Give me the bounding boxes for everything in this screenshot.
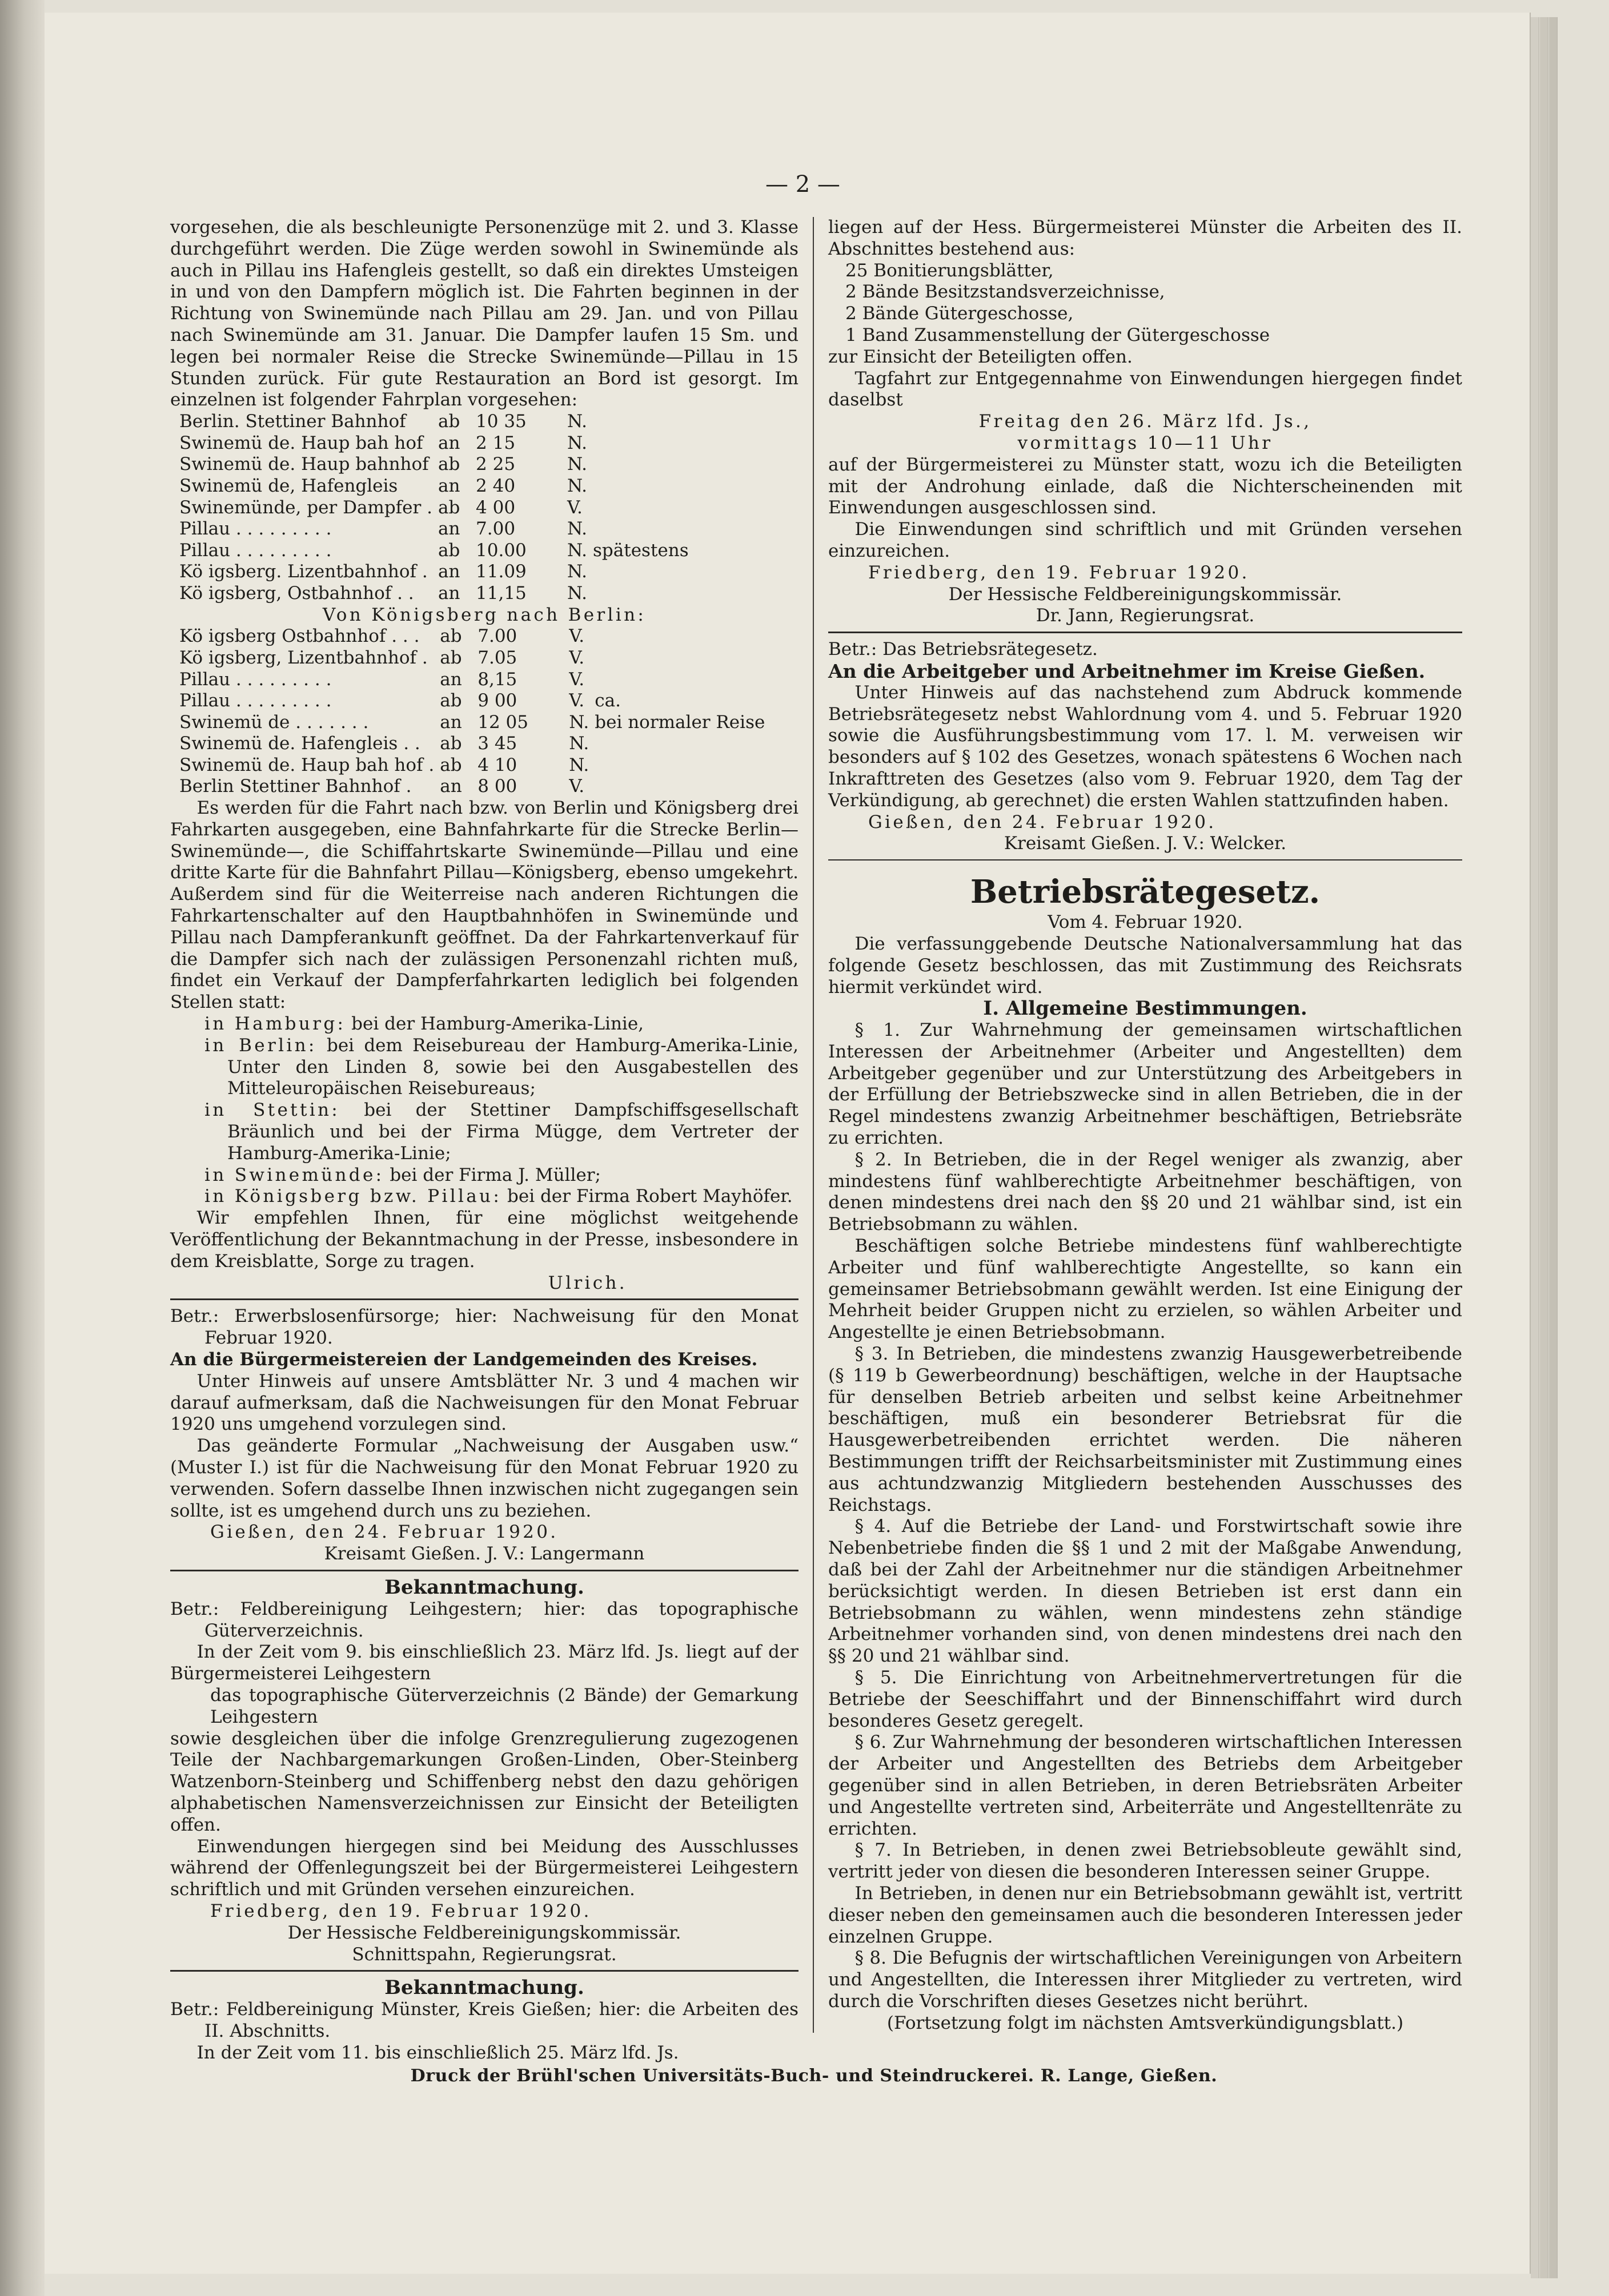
timetable-row xyxy=(179,518,695,540)
arr-cell: ab xyxy=(440,647,462,668)
item: 2 Bände Gütergeschosse, xyxy=(845,303,1074,324)
page-edge xyxy=(1549,17,1558,2278)
note-cell xyxy=(595,648,771,669)
timetable-row xyxy=(179,583,695,605)
mark-cell: V. xyxy=(567,497,583,518)
place-text: bei der Hamburg-Amerika-Linie, xyxy=(351,1014,644,1035)
after-items: zur Einsicht der Beteiligten offen. xyxy=(828,346,1133,367)
section-rule xyxy=(828,859,1462,861)
timetable-row xyxy=(179,712,771,734)
timetable-row xyxy=(179,540,695,562)
printer-imprint: Druck der Brühl'schen Universitäts-Buch- und Steindruckerei. R. Lange, Gießen. xyxy=(410,2066,1218,2086)
arr-cell: ab xyxy=(438,540,460,561)
law-paragraph: § 5. Die Einrichtung von Arbeitnehmervertretungen für die Betriebe der Seeschiffahrt und der Binnenschiffahrt wird durch besonderes Gesetz geregelt. xyxy=(828,1667,1462,1731)
law-paragraph: § 1. Zur Wahrnehmung der gemeinsamen wirtschaftlichen Interessen der Arbeitnehmer (Arbeiter und Angestellten) dem Arbeitgeber gegenüber und zur Unterstützung des Arbeitgebers in der Erfüllung der Betriebszwecke sind in allen Betrieben, die in der Regel mindestens zwanzig Arbeitnehmer beschäftigen, Betriebsräte zu errichten. xyxy=(828,1020,1462,1149)
note-cell xyxy=(595,626,771,648)
time-cell: 7.05 xyxy=(478,647,517,668)
station-cell: Swinemü de. Hafengleis . . xyxy=(179,733,420,754)
column-divider xyxy=(813,217,814,2033)
place-text: bei der Firma Robert Mayhöfer. xyxy=(507,1186,793,1207)
note-cell: spätestens xyxy=(593,540,689,561)
time-cell: 11.09 xyxy=(476,561,527,582)
law-paragraph: Beschäftigen solche Betriebe mindestens fünf wahlberechtigte Arbeiter und fünf wahlberechtigte Angestellte, so kann ein gemeinsamer Betriebsobmann gewählt werden. Ist eine Einigung der Mehrheit beider Gruppen nicht zu erzielen, so wählen Arbeiter und Angestellte je einen Betriebsobmann. xyxy=(828,1236,1462,1343)
note-cell xyxy=(593,518,695,540)
time-line: vormittags 10—11 Uhr xyxy=(1017,432,1273,453)
ticket-places xyxy=(170,1014,799,1208)
paragraph-grenzregulierung: sowie desgleichen über die infolge Grenzregulierung zugezogenen Teile der Nachbargemarkungen Großen-Linden, Ober-Steinberg Watzenborn-Steinberg und Schiffenberg nebst den dazu gehörigen alphabetischen Namensverzeichnissen zur Einsicht der Beteiligten offen. xyxy=(170,1728,799,1835)
station-cell: Kö igsberg, Ostbahnhof . . xyxy=(179,582,414,604)
note-cell xyxy=(593,583,695,605)
mark-cell: N. xyxy=(567,518,588,540)
law-paragraph: In Betrieben, in denen nur ein Betriebsobmann gewählt ist, vertritt dieser neben den gemeinsamen auch die besonderen Interessen jeder einzelnen Gruppe. xyxy=(828,1883,1462,1947)
mark-cell: V. xyxy=(569,626,585,647)
timetable-row xyxy=(179,690,771,712)
arr-cell: ab xyxy=(440,690,462,711)
arr-cell: an xyxy=(438,582,460,604)
betr-erwerbslosen: Betr.: Erwerbslosenfürsorge; hier: Nachweisung für den Monat Februar 1920. xyxy=(170,1306,799,1349)
note-cell xyxy=(593,411,695,433)
book-spine xyxy=(0,0,45,2296)
page-edge xyxy=(1531,17,1539,2278)
page-number: — 2 — xyxy=(765,171,840,198)
place-city: in Hamburg: xyxy=(204,1014,346,1035)
einwendungen-paragraph: Die Einwendungen sind schriftlich und mit Gründen versehen einzureichen. xyxy=(828,519,1462,561)
timetable-row xyxy=(179,648,771,669)
arr-cell: an xyxy=(440,711,462,733)
station-cell: Swinemü de . . . . . . . xyxy=(179,711,369,733)
place-date-friedberg: Friedberg, den 19. Februar 1920. xyxy=(210,1900,592,1921)
signature-schnittspahn: Schnittspahn, Regierungsrat. xyxy=(352,1944,617,1965)
timetable-row xyxy=(179,433,695,455)
place-date-friedberg: Friedberg, den 19. Februar 1920. xyxy=(868,562,1250,583)
arr-cell: ab xyxy=(440,626,462,647)
ticket-place xyxy=(170,1186,799,1208)
mark-cell: N. xyxy=(567,475,588,496)
arr-cell: ab xyxy=(438,454,460,475)
tickets-paragraph: Es werden für die Fahrt nach bzw. von Berlin und Königsberg drei Fahrkarten ausgegeben, eine Bahnfahrkarte für die Strecke Berlin—Swinemünde—, die Schiffahrtskarte Swinemünde—Pillau und eine dritte Karte für die Bahnfahrt Pillau—Königsberg, ebenso umgekehrt. Außerdem sind für die Weiterreise nach anderen Richtungen die Fahrkartenschalter auf den Hauptbahnhöfen in Swinemünde und Pillau nach Dampferankunft geöffnet. Da der Fahrkartenverkauf für die Dampfer sich nach der zulässigen Personenzahl richten muß, findet ein Verkauf der Dampferfahrkarten lediglich bei folgenden Stellen statt: xyxy=(170,798,799,1013)
station-cell: Pillau . . . . . . . . . xyxy=(179,540,332,561)
note-cell xyxy=(595,733,771,755)
time-cell: 8,15 xyxy=(478,669,517,690)
law-paragraph: § 3. In Betrieben, die mindestens zwanzig Hausgewerbetreibende (§ 119 b Gewerbeordnung) beschäftigen, welche in der Hauptsache für denselben Betrieb arbeiten und selbst keine Arbeitnehmer beschäftigen, muß ein besonderer Betriebsrat für die Hausgewerbetreibenden errichtet werden. Die näheren Bestimmungen trifft der Reichsarbeitsminister mit Zustimmung eines aus achtundzwanzig Mitgliedern bestehenden Ausschusses des Reichstags. xyxy=(828,1344,1462,1515)
mark-cell: V. xyxy=(569,690,585,711)
item: 1 Band Zusammenstellung der Gütergeschosse xyxy=(845,324,1270,345)
place-city: in Königsberg bzw. Pillau: xyxy=(204,1186,502,1207)
note-cell xyxy=(593,476,695,497)
mark-cell: V. xyxy=(569,647,585,668)
ticket-place xyxy=(170,1014,799,1035)
ticket-place xyxy=(170,1100,799,1164)
arr-cell: an xyxy=(440,669,462,690)
return-heading: Von Königsberg nach Berlin: xyxy=(322,604,647,625)
signature-kommissaer: Der Hessische Feldbereinigungskommissär. xyxy=(287,1922,681,1943)
place-text: bei der Stettiner Dampfschiffsgesellschaft Bräunlich und bei der Firma Mügge, dem Vertreter der Hamburg-Amerika-Linie; xyxy=(227,1100,799,1164)
betr-muenster: Betr.: Feldbereinigung Münster, Kreis Gießen; hier: die Arbeiten des II. Abschnitts. xyxy=(170,1999,799,2041)
time-cell: 7.00 xyxy=(478,626,517,647)
station-cell: Kö igsberg Ostbahnhof . . . xyxy=(179,626,420,647)
timetable-row xyxy=(179,733,771,755)
mark-cell: N. xyxy=(569,754,589,775)
law-title: Betriebsrätegesetz. xyxy=(970,873,1321,911)
timetable-row xyxy=(179,776,771,798)
item: 25 Bonitierungsblätter, xyxy=(845,260,1054,281)
station-cell: Berlin. Stettiner Bahnhof xyxy=(179,411,406,432)
signature-welcker: Kreisamt Gießen. J. V.: Welcker. xyxy=(1004,833,1287,854)
law-paragraphs xyxy=(828,1020,1462,2013)
section-rule xyxy=(170,1970,799,1972)
signature-ulrich: Ulrich. xyxy=(548,1272,627,1293)
station-cell: Swinemünde, per Dampfer . xyxy=(179,497,433,518)
station-cell: Swinemü de. Haup bah hof . xyxy=(179,754,435,775)
timetable-row xyxy=(179,669,771,691)
note-cell xyxy=(593,497,695,519)
station-cell: Swinemü de, Hafengleis xyxy=(179,475,398,496)
signature-kommissaer: Der Hessische Feldbereinigungskommissär. xyxy=(948,584,1342,605)
timetable-row xyxy=(179,755,771,777)
station-cell: Pillau . . . . . . . . . xyxy=(179,518,332,540)
date-line: Freitag den 26. März lfd. Js., xyxy=(978,411,1312,432)
place-text: bei dem Reisebureau der Hamburg-Amerika-Linie, Unter den Linden 8, sowie bei den Ausgabestellen des Mitteleuropäischen Reisebureaus; xyxy=(227,1035,799,1099)
station-cell: Kö igsberg, Lizentbahnhof . xyxy=(179,647,428,668)
timetable-row xyxy=(179,626,771,648)
time-cell: 10 35 xyxy=(476,411,527,432)
mark-cell: V. xyxy=(569,776,585,797)
paragraph-zeit-muenster: In der Zeit vom 11. bis einschließlich 25. März lfd. Js. xyxy=(196,2042,679,2063)
time-cell: 2 25 xyxy=(476,454,516,475)
timetable-return xyxy=(179,626,771,798)
paragraph-gueterverzeichnis: das topographische Güterverzeichnis (2 Bände) der Gemarkung Leihgestern xyxy=(210,1684,799,1727)
mark-cell: N. xyxy=(567,561,588,582)
timetable-row xyxy=(179,561,695,583)
law-paragraph: § 2. In Betrieben, die in der Regel weniger als zwanzig, aber mindestens fünf wahlberechtigte Arbeitnehmer beschäftigen, von denen mindestens drei nach den §§ 20 und 21 wählbar sind, ist ein Betriebsobmann zu wählen. xyxy=(828,1149,1462,1235)
note-cell xyxy=(595,776,771,798)
tagfahrt-paragraph-2: auf der Bürgermeisterei zu Münster statt, wozu ich die Beteiligten mit der Androhung einlade, daß die Nichterscheinenden mit Einwendungen ausgeschlossen sind. xyxy=(828,454,1462,518)
place-text: bei der Firma J. Müller; xyxy=(390,1164,601,1185)
station-cell: Swinemü de. Haup bahnhof xyxy=(179,454,429,475)
mark-cell: N. xyxy=(567,582,588,604)
betr-leihgestern: Betr.: Feldbereinigung Leihgestern; hier: das topographische Güterverzeichnis. xyxy=(170,1598,799,1641)
heading-buergermeistereien: An die Bürgermeistereien der Landgemeinden des Kreises. xyxy=(170,1349,758,1370)
timetable-row xyxy=(179,454,695,476)
time-cell: 7.00 xyxy=(476,518,516,540)
paragraph-einwendungen: Einwendungen hiergegen sind bei Meidung des Ausschlusses während der Offenlegungszeit bei der Bürgermeisterei Leihgestern schriftlich und mit Gründen versehen einzureichen. xyxy=(170,1836,799,1900)
bekanntmachung-title: Bekanntmachung. xyxy=(384,1976,584,2000)
arr-cell: an xyxy=(440,776,462,797)
timetable-row xyxy=(179,497,695,519)
timetable-outbound xyxy=(179,411,695,604)
station-cell: Kö igsberg. Lizentbahnhof . xyxy=(179,561,428,582)
time-cell: 12 05 xyxy=(478,711,528,733)
note-cell xyxy=(595,755,771,777)
law-paragraph: § 7. In Betrieben, in denen zwei Betriebsobleute gewählt sind, vertritt jeder von diesen die besonderen Interessen seiner Gruppe. xyxy=(828,1840,1462,1883)
section-rule xyxy=(170,1570,799,1571)
section-rule xyxy=(828,632,1462,633)
signature-jann: Dr. Jann, Regierungsrat. xyxy=(1036,605,1255,626)
time-cell: 2 15 xyxy=(476,432,516,453)
note-cell xyxy=(593,561,695,583)
place-date-giessen: Gießen, den 24. Februar 1920. xyxy=(210,1522,559,1543)
mark-cell: V. xyxy=(569,669,585,690)
place-date-giessen: Gießen, den 24. Februar 1920. xyxy=(868,811,1217,833)
time-cell: 4 10 xyxy=(478,754,517,775)
law-paragraph: § 8. Die Befugnis der wirtschaftlichen Vereinigungen von Arbeitern und Angestellten, die Interessen ihrer Mitglieder zu vertreten, wird durch die Vorschriften dieses Gesetzes nicht berührt. xyxy=(828,1948,1462,2012)
right-column xyxy=(828,217,1462,2034)
signature-langermann: Kreisamt Gießen. J. V.: Langermann xyxy=(324,1543,645,1565)
law-intro: Die verfassunggebende Deutsche Nationalversammlung hat das folgende Gesetz beschlossen, das mit Zustimmung des Reichsrats hiermit verkündet wird. xyxy=(828,933,1462,998)
tagfahrt-paragraph: Tagfahrt zur Entgegennahme von Einwendungen hiergegen findet daselbst xyxy=(828,368,1462,411)
mark-cell: N. xyxy=(567,432,588,453)
arr-cell: an xyxy=(438,475,460,496)
section-heading: I. Allgemeine Bestimmungen. xyxy=(983,997,1307,1020)
law-paragraph: § 6. Zur Wahrnehmung der besonderen wirtschaftlichen Interessen der Arbeiter und Angestellten des Betriebs dem Arbeitgeber gegenüber sind in allen Betrieben, in deren Betriebsräten Arbeiter und Angestellte vertreten sind, Arbeiterräte und Angestelltenräte zu errichten. xyxy=(828,1732,1462,1839)
paragraph-hinweis: Unter Hinweis auf unsere Amtsblätter Nr. 3 und 4 machen wir darauf aufmerksam, daß die Nachweisungen für den Monat Februar 1920 uns umgehend vorzulegen sind. xyxy=(170,1370,799,1435)
place-city: in Swinemünde: xyxy=(204,1164,384,1185)
mark-cell: N. xyxy=(569,711,589,733)
time-cell: 4 00 xyxy=(476,497,516,518)
item: 2 Bände Besitzstandsverzeichnisse, xyxy=(845,282,1165,303)
arr-cell: an xyxy=(438,518,460,540)
betr-betriebsraete: Betr.: Das Betriebsrätegesetz. xyxy=(828,639,1098,660)
note-cell: ca. xyxy=(595,690,621,711)
law-paragraph: § 4. Auf die Betriebe der Land- und Forstwirtschaft sowie ihre Nebenbetriebe finden die §§ 1 und 2 mit der Maßgabe Anwendung, daß bei der Zahl der Arbeitnehmer nur die ständigen Arbeitnehmer berücksichtigt werden. In diesen Betrieben ist erst dann ein Betriebsobmann zu wählen, wenn mindestens zehn ständige Arbeitnehmer vorhanden sind, von denen mindestens drei nach den §§ 20 und 21 wählbar sind. xyxy=(828,1516,1462,1667)
paragraph-formular: Das geänderte Formular „Nachweisung der Ausgaben usw.“ (Muster I.) ist für die Nachweisung für den Monat Februar 1920 zu verwenden. Sofern dasselbe Ihnen inzwischen nicht zugegangen sein sollte, ist es umgehend durch uns zu beziehen. xyxy=(170,1435,799,1521)
station-cell: Berlin Stettiner Bahnhof . xyxy=(179,776,412,797)
page-edge xyxy=(1540,17,1548,2278)
note-cell xyxy=(595,669,771,691)
note-cell xyxy=(593,433,695,455)
time-cell: 9 00 xyxy=(478,690,517,711)
mark-cell: N. xyxy=(567,411,588,432)
arr-cell: an xyxy=(438,561,460,582)
place-city: in Stettin: xyxy=(204,1100,340,1121)
law-date: Vom 4. Februar 1920. xyxy=(1048,912,1243,933)
arr-cell: ab xyxy=(438,497,460,518)
mark-cell: N. xyxy=(569,733,589,754)
ticket-place xyxy=(170,1035,799,1100)
continuation-paragraph: liegen auf der Hess. Bürgermeisterei Münster die Arbeiten des II. Abschnittes bestehend aus: xyxy=(828,217,1462,259)
arr-cell: ab xyxy=(440,754,462,775)
fortsetzung-note: (Fortsetzung folgt im nächsten Amtsverkündigungsblatt.) xyxy=(886,2012,1404,2033)
station-cell: Pillau . . . . . . . . . xyxy=(179,669,332,690)
left-column xyxy=(170,217,799,2064)
timetable-row xyxy=(179,411,695,433)
request-paragraph: Wir empfehlen Ihnen, für eine möglichst weitgehende Veröffentlichung der Bekanntmachung in der Presse, insbesondere in dem Kreisblatte, Sorge zu tragen. xyxy=(170,1208,799,1272)
arr-cell: ab xyxy=(440,733,462,754)
station-cell: Pillau . . . . . . . . . xyxy=(179,690,332,711)
section-rule xyxy=(170,1298,799,1300)
intro-paragraph: vorgesehen, die als beschleunigte Personenzüge mit 2. und 3. Klasse durchgeführt werden. Die Züge werden sowohl in Swinemünde als auch in Pillau ins Hafengleis gestellt, so daß ein direktes Umsteigen in und von den Dampfern möglich ist. Die Fahrten beginnen in der Richtung von Swinemünde nach Pillau am 29. Jan. und von Pillau nach Swinemünde am 31. Januar. Die Dampfer laufen 15 Sm. und legen bei normaler Reise die Strecke Swinemünde—Pillau in 15 Stunden zurück. Für gute Restauration an Bord ist gesorgt. Im einzelnen ist folgender Fahrplan vorgesehen: xyxy=(170,217,799,411)
ticket-place xyxy=(170,1165,799,1187)
mark-cell: N. xyxy=(567,540,588,561)
arr-cell: ab xyxy=(438,411,460,432)
note-cell: bei normaler Reise xyxy=(595,711,765,733)
arr-cell: an xyxy=(438,432,460,453)
time-cell: 10.00 xyxy=(476,540,527,561)
time-cell: 8 00 xyxy=(478,776,517,797)
note-cell xyxy=(593,454,695,476)
paragraph-zeit: In der Zeit vom 9. bis einschließlich 23. März lfd. Js. liegt auf der Bürgermeisterei Leihgestern xyxy=(170,1642,799,1684)
station-cell: Swinemü de. Haup bah hof xyxy=(179,432,423,453)
paragraph-hinweis-gesetz: Unter Hinweis auf das nachstehend zum Abdruck kommende Betriebsrätegesetz nebst Wahlordnung vom 4. und 5. Februar 1920 sowie die Ausführungsbestimmung vom 17. l. M. verweisen wir besonders auf § 102 des Gesetzes, wonach spätestens 6 Wochen nach Inkrafttreten des Gesetzes (also vom 9. Februar 1920, dem Tag der Verkündigung, ab gerechnet) die ersten Wahlen stattzufinden haben. xyxy=(828,682,1462,811)
timetable-row xyxy=(179,476,695,497)
time-cell: 3 45 xyxy=(478,733,517,754)
place-city: in Berlin: xyxy=(204,1035,317,1056)
bekanntmachung-title: Bekanntmachung. xyxy=(384,1575,584,1599)
heading-arbeitgeber: An die Arbeitgeber und Arbeitnehmer im Kreise Gießen. xyxy=(828,660,1426,682)
mark-cell: N. xyxy=(567,454,588,475)
time-cell: 2 40 xyxy=(476,475,516,496)
time-cell: 11,15 xyxy=(476,582,527,604)
